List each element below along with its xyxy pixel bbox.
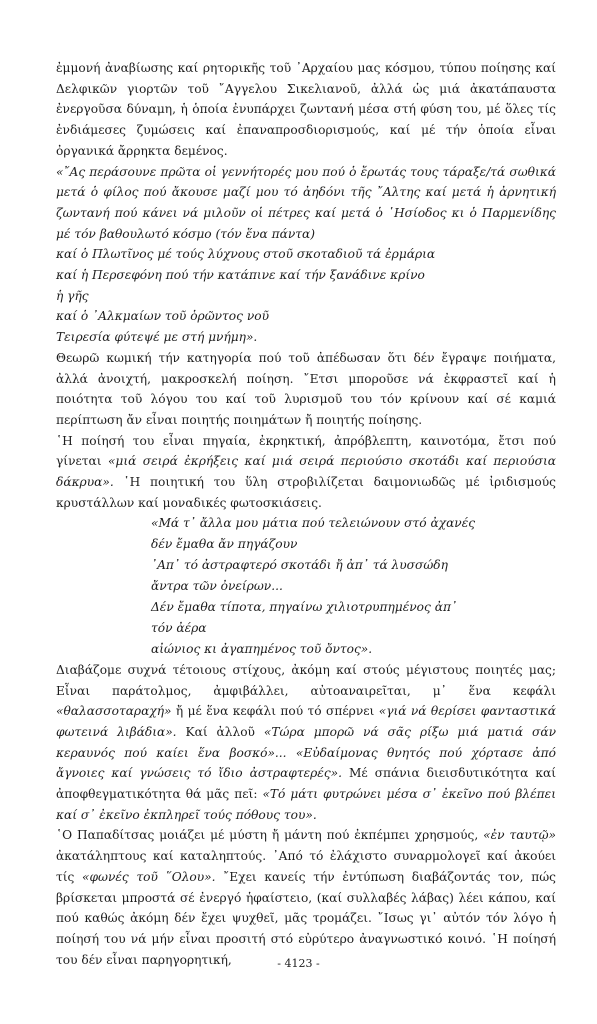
paragraph-5-text-c: ῎Εχει κανείς τήν ἐντύπωση διαβάζοντάς τον, πώς βρίσκεται μπροστά σέ ἐνεργό ἡφαίστειο, (καί συλλαβές λάβας) λέει κάπου, καί πού καθώς ἀκόμη δέν ἔχει ψυχθεῖ, μᾶς τρομάζει. ῎Ισως γι᾿ αὐτόν τόν λόγο ἡ ποίησή του νά μήν εἶναι προσιτή στό εὐρύτερο ἀναγνωστικό κοινό. ῾Η ποίησή του δέν εἶναι παρηγορητική, — [56, 869, 557, 967]
verse-block — [151, 513, 556, 659]
paragraph-4-text-b: ἤ μέ ἕνα κεφάλι πού τό σπέρνει — [171, 704, 379, 719]
verse-line-6: τόν ἀέρα — [151, 621, 207, 635]
quote-line-1: «῎Ας περάσουνε πρῶτα οἱ γεννήτορές μου πού ὁ ἔρωτάς τους τάραξε/τά σωθικά μετά ὁ φίλος πού ἄκουσε μαζί μου τό ἀηδόνι τῆς ῎Αλτης καί μετά ἡ ἀρνητική ζωντανή πού κάνει νά μιλοῦν οἱ πέτρες καί μετά ὁ ῾Ησίοδος κι ὁ Παρμενίδης μέ τόν βαθουλωτό κόσμο (τόν ἕνα πάντα) — [56, 164, 556, 241]
paragraph-4-text-d: Μέ σπάνια διεισδυτικότητα καί ἀποφθεγματικότητα θά μᾶς πεῖ: — [56, 766, 556, 802]
verse-line-4: ἄντρα τῶν ὀνείρων... — [151, 579, 283, 594]
quote-line-4: ἡ γῆς — [56, 288, 89, 303]
paragraph-1: ἐμμονή ἀναβίωσης καί ρητορικῆς τοῦ ᾿Αρχαίου μας κόσμου, τύπου ποίησης καί Δελφικῶν γιορτῶν τοῦ ῎Αγγελου Σικελιανοῦ, ἀλλά ὡς μιά ἀκατάπαυστα ἐνεργοῦσα δύναμη, ἡ ὁποία ἐνυπάρχει ζωντανή μέσα στή φύση του, μέ ὅλες τίς ἐνδιάμεσες ζυμώσεις καί ἐπαναπροσδιορισμούς, καί μέ τήν ὁποία εἶναι ὀργανικά ἄρρηκτα δεμένος. — [56, 61, 556, 158]
paragraph-3-text: ῾Η ποίησή του εἶναι πηγαία, ἐκρηκτική, ἀπρόβλεπτη, καινοτόμα, ἔτσι πού γίνεται — [56, 433, 556, 469]
page-number: - 4123 - — [277, 957, 320, 970]
quote-line-5: καί ὁ ᾿Αλκμαίων τοῦ ὁρῶντος νοῦ — [56, 309, 269, 324]
quote-line-6: Τειρεσία φύτεψέ με στή μνήμη». — [56, 330, 258, 345]
quote-line-2: καί ὁ Πλωτῖνος μέ τούς λύχνους στοῦ σκοταδιοῦ τά ἐρμάρια — [56, 247, 436, 262]
verse-line-2: δέν ἔμαθα ἄν πηγάζουν — [151, 537, 298, 552]
paragraph-4-text-a: Διαβάζομε συχνά τέτοιους στίχους, ἀκόμη καί στούς μέγιστους ποιητές μας; Εἶναι παράτολμος, ἀμφιβάλλει, αὐτοαναιρεῖται, μ᾿ ἕνα κεφάλι — [56, 662, 556, 698]
paragraph-4-quote-a: «θαλασσοταραχή» — [56, 704, 172, 719]
paragraph-3 — [56, 431, 556, 514]
paragraph-3-text-end: ῾Η ποιητική του ὕλη στροβιλίζεται δαιμονιωδῶς μέ ἰριδισμούς κρυστάλλων καί μοναδικές φωτοσκιάσεις. — [56, 475, 556, 510]
paragraph-5-quote-b: «φωνές τοῦ ῞Ολου». — [82, 869, 216, 884]
paragraph-5 — [56, 825, 556, 970]
paragraph-4-quote-d: «Τό μάτι φυτρώνει μέσα σ᾿ ἐκεῖνο πού βλέπει καί σ᾿ ἐκεῖνο ἐκπληρεῖ τούς πόθους του». — [56, 787, 556, 822]
verse-line-5: Δέν ἔμαθα τίποτα, πηγαίνω χιλιοτρυπημένος ἀπ᾿ — [151, 600, 458, 615]
verse-line-1: «Μά τ᾿ ἄλλα μου μάτια πού τελειώνουν στό ἀχανές — [151, 516, 476, 531]
verse-line-7: αἰώνιος κι ἀγαπημένος τοῦ ὄντος». — [151, 641, 373, 656]
paragraph-5-text-b: ἀκατάληπτους καί καταληπτούς. ᾿Από τό ἐλάχιστο συναρμολογεῖ καί ἀκούει τίς — [56, 849, 556, 884]
page-body — [56, 58, 556, 970]
paragraph-5-text-a: ῾Ο Παπαδίτσας μοιάζει μέ μύστη ἤ μάντη πού ἐκπέμπει χρησμούς, — [56, 828, 484, 843]
paragraph-3-quote: «μιά σειρά ἐκρήξεις καί μιά σειρά περιούσιο σκοτάδι καί περιούσια δάκρυα». — [56, 454, 556, 490]
paragraph-4-quote-b: «γιά νά θερίσει φανταστικά φωτεινά λιβάδια». — [56, 704, 556, 739]
paragraph-4-text-c: Καί ἀλλοῦ — [176, 724, 264, 739]
quote-block-1 — [56, 162, 556, 348]
paragraph-4-quote-c: «Τώρα μπορῶ νά σᾶς ρίξω μιά ματιά σάν κεραυνός πού καίει ἕνα βοσκό»... «Εὐδαίμονας θνητός πού χόρτασε ἀπό ἄγνοιες καί γνώσεις τό ἴδιο ἀστραφτερές». — [56, 724, 556, 781]
paragraph-2: Θεωρῶ κωμική τήν κατηγορία πού τοῦ ἀπέδωσαν ὅτι δέν ἔγραψε ποιήματα, ἀλλά ἀνοιχτή, μακροσκελή ποίηση. ῎Ετσι μποροῦσε νά ἐκφραστεῖ καί ἡ ποιότητα τοῦ λόγου του καί τοῦ λυρισμοῦ του τόν κρίνουν καί σέ καμιά περίπτωση ἄν εἶναι ποιητής ποιημάτων ἤ ποιητής ποίησης. — [56, 350, 556, 427]
paragraph-4 — [56, 660, 556, 826]
verse-line-3: ᾿Απ᾿ τό ἀστραφτερό σκοτάδι ἤ ἀπ᾿ τά λυσσώδη — [151, 558, 448, 573]
quote-line-3: καί ἡ Περσεφόνη πού τήν κατάπινε καί τήν ξανάδινε κρίνο — [56, 268, 425, 283]
paragraph-5-quote-a: «ἐν ταυτῷ» — [483, 828, 556, 843]
